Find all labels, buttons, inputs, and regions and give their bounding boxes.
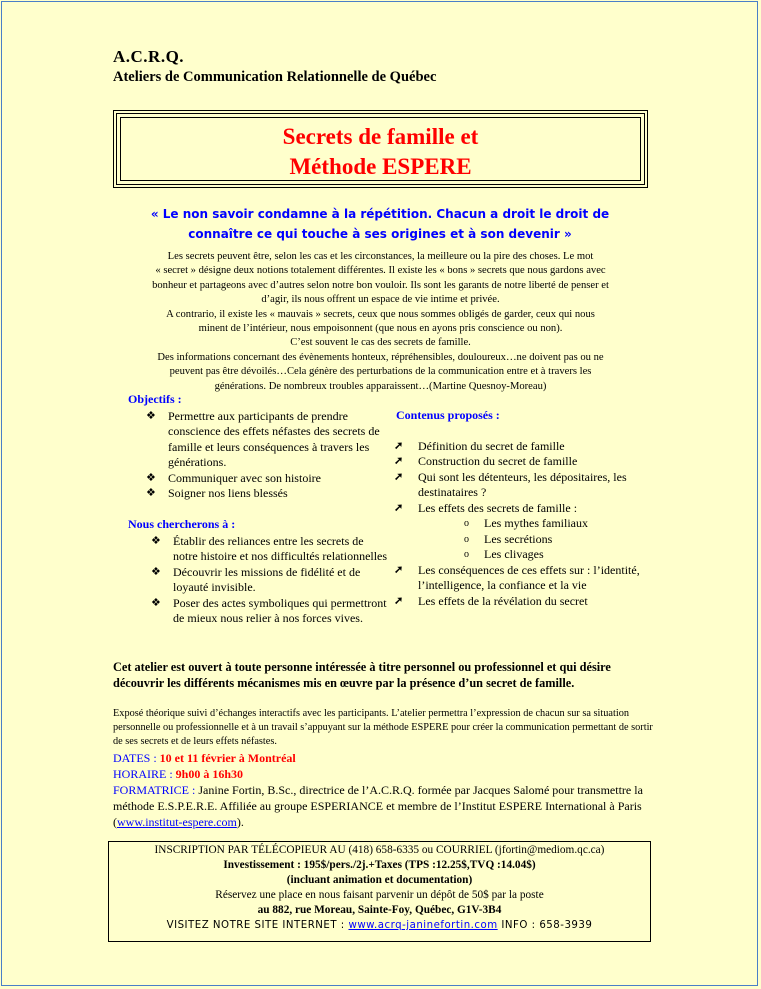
arrow-bullet-icon: ➚ xyxy=(394,455,404,467)
intro-line: générations. De nombreux troubles apparaissent…(Martine Quesnoy-Moreau) xyxy=(214,380,547,392)
effets-sublist xyxy=(464,516,658,563)
dates-value: 10 et 11 février à Montréal xyxy=(159,751,296,765)
list-item: ❖ Poser des actes symboliques qui permettront de mieux nous relier à nos forces vives. xyxy=(151,595,387,625)
horaire-line xyxy=(113,766,653,782)
list-item: ➚ Les effets de la révélation du secret xyxy=(394,593,588,608)
diamond-bullet-icon: ❖ xyxy=(146,409,156,422)
inscription-contact: INSCRIPTION PAR TÉLÉCOPIEUR AU (418) 658-6335 ou COURRIEL (jfortin@mediom.qc.ca) xyxy=(154,844,605,856)
title-box xyxy=(113,110,648,188)
list-item: ➚ Qui sont les détenteurs, les dépositaires, les destinataires ? xyxy=(394,469,627,499)
list-item: ➚ Les conséquences de ces effets sur : l’identité, l’intelligence, la confiance et la vie xyxy=(394,562,640,592)
circle-bullet-icon: o xyxy=(464,518,469,529)
intro-line: d’agir, ils nous offrent un espace de vie intime et privée. xyxy=(261,294,500,306)
chercherons-list xyxy=(151,533,393,627)
list-item: ❖ Permettre aux participants de prendre conscience des effets néfastes des secrets de famille et leurs conséquences à travers les générations. xyxy=(146,408,380,469)
dates-label: DATES : xyxy=(113,751,157,765)
circle-bullet-icon: o xyxy=(464,533,469,545)
institut-espere-link[interactable]: www.institut-espere.com xyxy=(117,815,237,829)
intro-line: Les secrets peuvent être, selon les cas et les circonstances, la meilleure ou la pire des choses. Le mot xyxy=(167,251,594,262)
audience-paragraph: Cet atelier est ouvert à toute personne intéressée à titre personnel ou professionnel et qui désire découvrir les différents mécanismes mis en œuvre par la présence d’un secret de famille. xyxy=(113,660,611,690)
list-item: ❖ Soigner nos liens blessés xyxy=(146,486,288,500)
inscription-box xyxy=(108,841,651,942)
intro-line: Des informations concernant des évènements honteux, répréhensibles, douloureux…ne doivent pas ou ne xyxy=(157,351,604,363)
diamond-bullet-icon: ❖ xyxy=(151,565,161,578)
quote-line-1: « Le non savoir condamne à la répétition. Chacun a droit le droit de xyxy=(150,207,610,221)
formatrice-tail: ). xyxy=(236,815,244,829)
horaire-value: 9h00 à 16h30 xyxy=(175,767,244,781)
diamond-bullet-icon: ❖ xyxy=(151,534,161,547)
website-line xyxy=(109,918,650,933)
arrow-bullet-icon: ➚ xyxy=(394,594,404,607)
intro-line: C’est souvent le cas des secrets de famille. xyxy=(290,337,471,349)
sub-list-item: o Les secrétions xyxy=(464,531,553,546)
formatrice-line xyxy=(113,782,653,830)
deposit-line: Réservez une place en nous faisant parvenir un dépôt de 50$ par la poste xyxy=(215,889,544,901)
arrow-bullet-icon: ➚ xyxy=(394,470,404,483)
arrow-bullet-icon: ➚ xyxy=(394,439,404,452)
title-line-2: Méthode ESPERE xyxy=(289,154,472,179)
circle-bullet-icon: o xyxy=(464,549,469,560)
contenus-list xyxy=(394,438,658,610)
list-item: ➚ Définition du secret de famille xyxy=(394,438,565,453)
contenus-section xyxy=(396,408,658,609)
intro-line: minent de l’intérieur, nous empoisonnent (que nous en ayons pris conscience ou non). xyxy=(198,323,563,335)
title-line-1: Secrets de famille et xyxy=(282,124,479,149)
info-phone: INFO : 658-3939 xyxy=(501,920,593,931)
list-item: ❖ Établir des reliances entre les secrets de notre histoire et nos difficultés relationnelles xyxy=(151,533,388,563)
arrow-bullet-icon: ➚ xyxy=(394,501,404,514)
formatrice-text: Janine Fortin, B.Sc., directrice de l’A.C.R.Q. formée par Jacques Salomé pour transmettre la méthode E.S.P.E.R.E. Affiliée au groupe ESPERIANCE et membre de l’Institut ESPERE International à Paris ( xyxy=(113,783,643,829)
chercherons-section xyxy=(128,517,393,627)
organization-header xyxy=(113,47,436,86)
sub-list-item: o Les clivages xyxy=(464,547,544,561)
session-info xyxy=(113,750,653,830)
formatrice-label: FORMATRICE : xyxy=(113,783,196,797)
horaire-label: HORAIRE : xyxy=(113,767,173,781)
diamond-bullet-icon: ❖ xyxy=(146,487,156,499)
objectifs-section xyxy=(128,392,393,502)
address-line: au 882, rue Moreau, Sainte-Foy, Québec, G1V-3B4 xyxy=(257,904,502,916)
diamond-bullet-icon: ❖ xyxy=(151,596,161,609)
site-label: VISITEZ NOTRE SITE INTERNET : xyxy=(166,920,345,931)
diamond-bullet-icon: ❖ xyxy=(146,471,156,484)
quote xyxy=(115,204,645,244)
acrq-website-link[interactable]: www.acrq-janinefortin.com xyxy=(348,920,498,931)
intro-line: peuvent pas être dévoilés…Cela génère des perturbations de la communication entre et à travers les xyxy=(169,366,592,378)
org-acronym: A.C.R.Q. xyxy=(113,47,185,66)
objectifs-heading: Objectifs : xyxy=(128,392,182,406)
org-name: Ateliers de Communication Relationnelle de Québec xyxy=(113,69,437,85)
arrow-bullet-icon: ➚ xyxy=(394,563,404,576)
list-item: ❖ Communiquer avec son histoire xyxy=(146,470,321,485)
contenus-heading: Contenus proposés : xyxy=(396,408,500,422)
list-item: ❖ Découvrir les missions de fidélité et de loyauté invisible. xyxy=(151,564,361,594)
page-title xyxy=(117,122,644,182)
list-item: ➚ Construction du secret de famille xyxy=(394,454,578,468)
expose-paragraph: Exposé théorique suivi d’échanges interactifs avec les participants. L’atelier permettra l’expression de chacun sur sa situation personnelle ou professionnelle et à un travail s’appuyant sur la méthode ESPERE pour créer la communication permettant de sortir de ses secrets et de leurs effets néfastes. xyxy=(113,708,653,747)
included-line: (incluant animation et documentation) xyxy=(286,874,473,886)
investment-line: Investissement : 195$/pers./2j.+Taxes (TPS :12.25$,TVQ :14.04$) xyxy=(223,859,536,871)
quote-line-2: connaître ce qui touche à ses origines et à son devenir » xyxy=(188,227,572,241)
intro-line: A contrario, il existe les « mauvais » secrets, ceux que nous sommes obligés de garder, ceux qui nous xyxy=(166,308,595,320)
dates-line xyxy=(113,750,653,766)
list-item: ➚ Les effets des secrets de famille : o Les mythes familiaux o Les secrétions o Les clivages xyxy=(418,501,658,563)
objectifs-list xyxy=(146,408,393,502)
intro-text xyxy=(108,250,653,394)
sub-list-item: o Les mythes familiaux xyxy=(464,516,588,530)
chercherons-heading: Nous chercherons à : xyxy=(128,517,236,531)
intro-line: « secret » désigne deux notions totalement différentes. Il existe les « bons » secrets que nous gardons avec xyxy=(155,265,606,277)
intro-line: bonheur et partageons avec d’autres selon notre bon vouloir. Ils sont les garants de notre liberté de penser et xyxy=(152,279,609,291)
